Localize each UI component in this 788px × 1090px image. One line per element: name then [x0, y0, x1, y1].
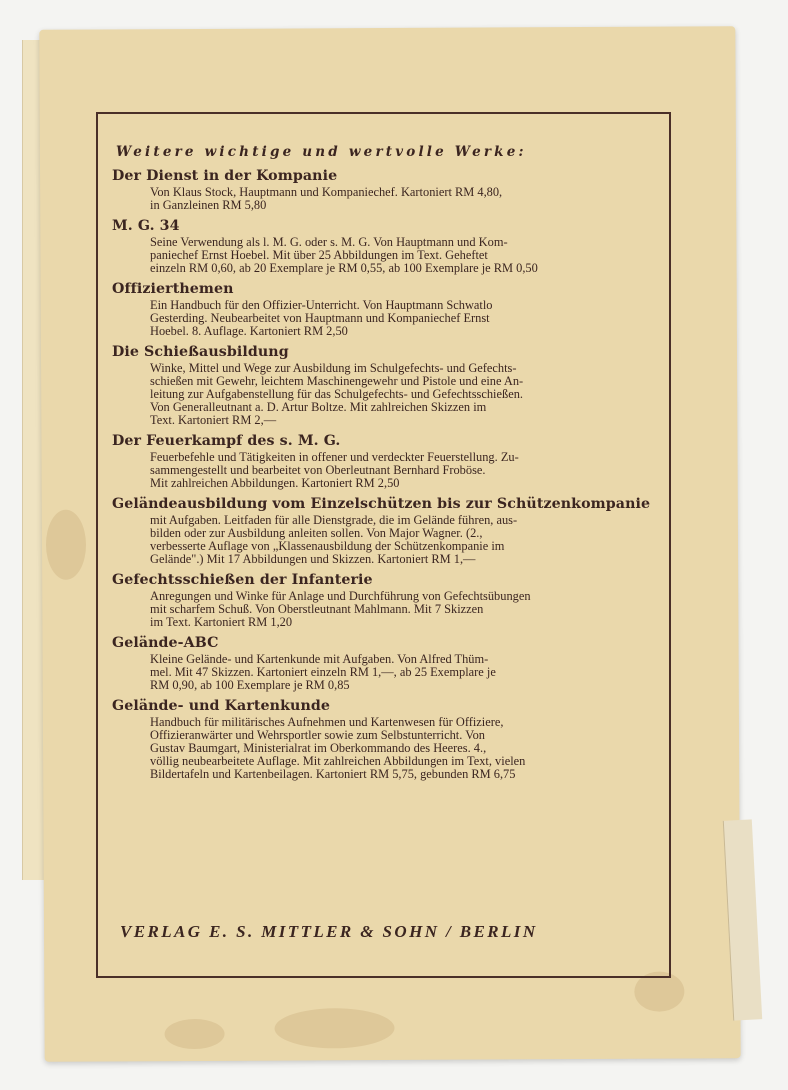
book-description: Winke, Mittel und Wege zur Ausbildung im Schulgefechts- und Gefechts- schießen mit Gewehr, leichtem Maschinengewehr und Pistole und eine An- leitung zur Aufgabenstellung für das Schulgefechts- und Gefechtsschießen. Von Generalleutnant a. D. Artur Boltze. Mit zahlreichen Skizzen im Text. Kartoniert RM 2,—: [150, 361, 524, 427]
book-entry: [112, 572, 655, 629]
book-title: Geländeausbildung vom Einzelschützen bis zur Schützenkompanie: [112, 496, 651, 512]
section-heading: Weitere wichtige und wertvolle Werke:: [116, 144, 527, 160]
book-entry: [112, 168, 655, 212]
book-entry: [112, 281, 655, 338]
book-title: Die Schießausbildung: [112, 344, 289, 360]
book-description: Feuerbefehle und Tätigkeiten in offener und verdeckter Feuerstellung. Zu- sammengestellt und bearbeitet von Oberleutnant Bernhard Froböse. Mit zahlreichen Abbildungen. Kartoniert RM 2,50: [150, 450, 519, 490]
book-description: Anregungen und Winke für Anlage und Durchführung von Gefechtsübungen mit scharfem Schuß. Von Oberstleutnant Mahlmann. Mit 7 Skizzen im Text. Kartoniert RM 1,20: [150, 589, 531, 629]
book-title: Der Dienst in der Kompanie: [112, 168, 338, 184]
book-title: Offizierthemen: [112, 281, 234, 297]
book-description: mit Aufgaben. Leitfaden für alle Dienstgrade, die im Gelände führen, aus- bilden oder zur Ausbildung anleiten sollen. Von Major Wagner. (2., verbesserte Auflage von „Klassenausbildung der Schützenkompanie im Gelände".) Mit 17 Abbildungen und Skizzen. Kartoniert RM 1,—: [150, 513, 518, 566]
book-title: Gefechtsschießen der Infanterie: [112, 572, 373, 588]
book-title: Der Feuerkampf des s. M. G.: [112, 433, 341, 449]
book-entry: [112, 344, 655, 427]
book-entry: [112, 433, 655, 490]
advertisement-frame: [96, 112, 671, 978]
book-title: M. G. 34: [112, 218, 180, 234]
book-entry: [112, 698, 655, 781]
book-description: Von Klaus Stock, Hauptmann und Kompaniechef. Kartoniert RM 4,80, in Ganzleinen RM 5,80: [150, 185, 503, 212]
book-description: Handbuch für militärisches Aufnehmen und Kartenwesen für Offiziere, Offizieranwärter und Wehrsportler sowie zum Selbstunterricht. Von Gustav Baumgart, Ministerialrat im Oberkommando des Heeres. 4., völlig neubearbeitete Auflage. Mit zahlreichen Abbildungen im Text, vielen Bildertafeln und Kartenbeilagen. Kartoniert RM 5,75, gebunden RM 6,75: [150, 715, 526, 781]
book-entry: [112, 635, 655, 692]
publisher-imprint: VERLAG E. S. MITTLER & SOHN / BERLIN: [120, 922, 538, 941]
book-title: Gelände- und Kartenkunde: [112, 698, 331, 714]
book-description: Ein Handbuch für den Offizier-Unterricht. Von Hauptmann Schwatlo Gesterding. Neubearbeitet von Hauptmann und Kompaniechef Ernst Hoebel. 8. Auflage. Kartoniert RM 2,50: [150, 298, 493, 338]
book-description: Seine Verwendung als l. M. G. oder s. M. G. Von Hauptmann und Kom- paniechef Ernst Hoebel. Mit über 25 Abbildungen im Text. Geheftet einzeln RM 0,60, ab 20 Exemplare je RM 0,55, ab 100 Exemplare je RM 0,50: [150, 235, 538, 275]
book-description: Kleine Gelände- und Kartenkunde mit Aufgaben. Von Alfred Thüm- mel. Mit 47 Skizzen. Kartoniert einzeln RM 1,—, ab 25 Exemplare je RM 0,90, ab 100 Exemplare je RM 0,85: [150, 652, 496, 692]
stain: [274, 1008, 394, 1049]
stain: [46, 510, 86, 580]
book-entry: [112, 218, 655, 275]
book-title: Gelände-ABC: [112, 635, 219, 651]
book-entry: [112, 496, 655, 566]
stain: [164, 1019, 224, 1049]
